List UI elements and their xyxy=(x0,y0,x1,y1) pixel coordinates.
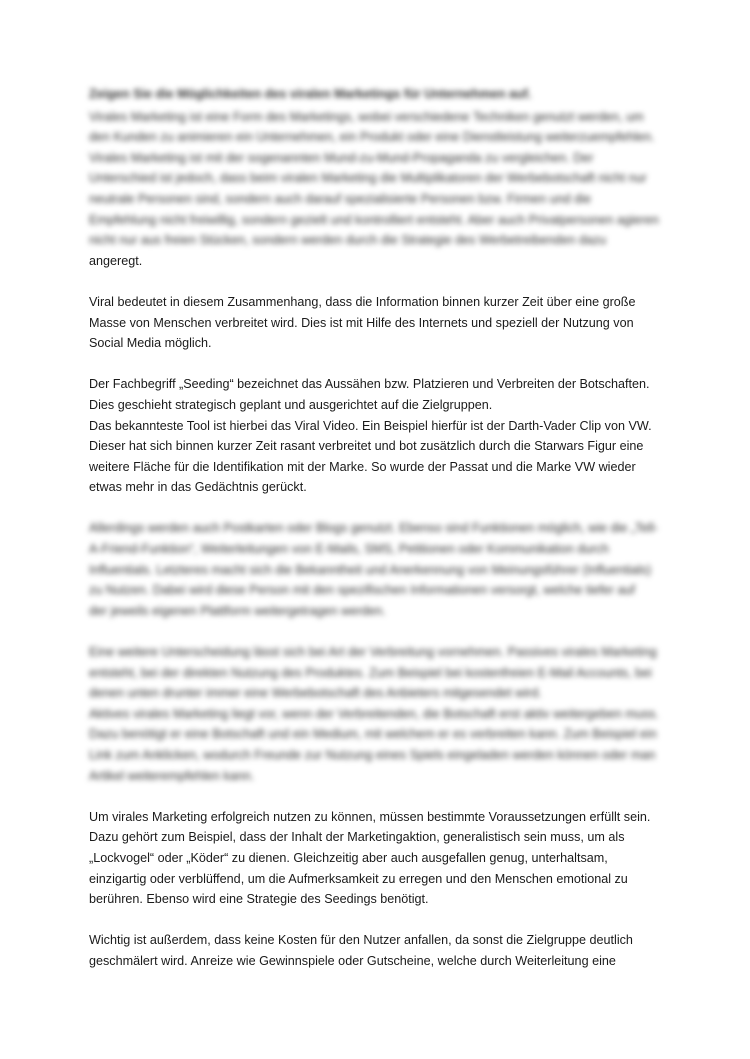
text-line: Dieser hat sich binnen kurzer Zeit rasant verbreitet und bot zusätzlich durch die Starwars Figur eine xyxy=(89,439,644,454)
text-line: Eine weitere Unterscheidung lässt sich bei Art der Verbreitung vornehmen. Passives virales Marketing xyxy=(89,645,657,660)
text-line: neutrale Personen sind, sondern auch darauf spezialisierte Personen bzw. Firmen und die xyxy=(89,191,591,206)
paragraph-requirements xyxy=(89,807,659,910)
text-line: nicht nur aus freien Stücken, sondern werden durch die Strategie des Werbetreibenden dazu xyxy=(89,233,607,248)
text-line: der jeweils eigenen Plattform weitergetragen werden. xyxy=(89,603,386,618)
text-line: Virales Marketing ist mit der sogenannten Mund-zu-Mund-Propaganda zu vergleichen. Der xyxy=(89,150,594,165)
text-line: Virales Marketing ist eine Form des Marketings, wobei verschiedene Techniken genutzt werden, um xyxy=(89,109,644,124)
text-line: angeregt. xyxy=(89,253,143,268)
document-body xyxy=(89,84,659,972)
text-line: Der Fachbegriff „Seeding“ bezeichnet das Aussähen bzw. Platzieren und Verbreiten der Botschaften. xyxy=(89,377,650,392)
text-line: Wichtig ist außerdem, dass keine Kosten für den Nutzer anfallen, da sonst die Zielgruppe deutlich xyxy=(89,933,633,948)
text-line: weitere Fläche für die Identifikation mit der Marke. So wurde der Passat und die Marke VW wieder xyxy=(89,459,636,474)
text-line: berühren. Ebenso wird eine Strategie des Seedings benötigt. xyxy=(89,892,429,907)
text-line: Allerdings werden auch Postkarten oder Blogs genutzt. Ebenso sind Funktionen möglich, wie die „Tell- xyxy=(89,521,659,536)
text-line: Dazu gehört zum Beispiel, dass der Inhalt der Marketingaktion, generalistisch sein muss, um als xyxy=(89,830,625,845)
text-line: den Kunden zu animieren ein Unternehmen, ein Produkt oder eine Dienstleistung weiterzuempfehlen. xyxy=(89,130,655,145)
text-line: Das bekannteste Tool ist hierbei das Viral Video. Ein Beispiel hierfür ist der Darth-Vader Clip von VW. xyxy=(89,418,652,433)
text-line: Masse von Menschen verbreitet wird. Dies ist mit Hilfe des Internets und speziell der Nutzung von xyxy=(89,315,634,330)
text-line: Link zum Anklicken, wodurch Freunde zur Nutzung eines Spiels eingeladen werden können oder man xyxy=(89,748,656,762)
text-line: entsteht, bei der direkten Nutzung des Produktes. Zum Beispiel bei kostenfreien E-Mail Accounts, bei xyxy=(89,665,652,680)
text-line: Dazu benötigt er eine Botschaft und ein Medium, mit welchem er es verbreiten kann. Zum Beispiel ein xyxy=(89,727,657,742)
paragraph-seeding xyxy=(89,374,659,498)
text-line: denen unten drunter immer eine Werbebotschaft des Anbieters mitgesendet wird. xyxy=(89,686,542,701)
paragraph-intro-blurred xyxy=(89,107,659,251)
paragraph-costs xyxy=(89,930,659,971)
paragraph-channels-blurred xyxy=(89,518,659,621)
text-line: Aktives virales Marketing liegt vor, wenn der Verbreitenden, die Botschaft erst aktiv weitergeben muss. xyxy=(89,706,659,721)
text-line: Unterschied ist jedoch, dass beim viralen Marketing die Multiplikatoren der Werbebotschaft nicht nur xyxy=(89,171,647,186)
text-line: zu Nutzen. Dabei wird diese Person mit den spezifischen Informationen versorgt, welche tiefer auf xyxy=(89,583,636,598)
text-line: Viral bedeutet in diesem Zusammenhang, dass die Information binnen kurzer Zeit über eine große xyxy=(89,294,636,309)
text-line: Empfehlung nicht freiwillig, sondern gezielt und kontrolliert entsteht. Aber auch Privatpersonen agieren xyxy=(89,212,659,227)
text-line: Um virales Marketing erfolgreich nutzen zu können, müssen bestimmte Voraussetzungen erfüllt sein. xyxy=(89,809,651,824)
text-line: Dies geschieht strategisch geplant und ausgerichtet auf die Zielgruppen. xyxy=(89,397,493,412)
text-line: etwas mehr in das Gedächtnis gerückt. xyxy=(89,480,307,495)
text-line: „Lockvogel“ oder „Köder“ zu dienen. Gleichzeitig aber auch ausgefallen genug, unterhaltsam, xyxy=(89,850,608,865)
text-line: einzigartig oder verblüffend, um die Aufmerksamkeit zu erregen und den Menschen emotional zu xyxy=(89,871,628,886)
paragraph-distribution-blurred xyxy=(89,642,659,786)
text-line: A-Friend-Funktion“, Weiterleitungen von E-Mails, SMS, Petitionen oder Kommunikation durch xyxy=(89,542,609,557)
paragraph-viral xyxy=(89,292,659,354)
text-line: geschmälert wird. Anreize wie Gewinnspiele oder Gutscheine, welche durch Weiterleitung eine xyxy=(89,953,616,968)
text-line: Social Media möglich. xyxy=(89,336,212,351)
text-line: Influentials. Letzteres macht sich die Bekanntheit und Anerkennung von Meinungsführer (Influentials) xyxy=(89,562,652,577)
text-line: Artikel weiterempfehlen kann. xyxy=(89,768,255,783)
document-title: Zeigen Sie die Möglichkeiten des viralen Marketings für Unternehmen auf. xyxy=(89,87,532,101)
